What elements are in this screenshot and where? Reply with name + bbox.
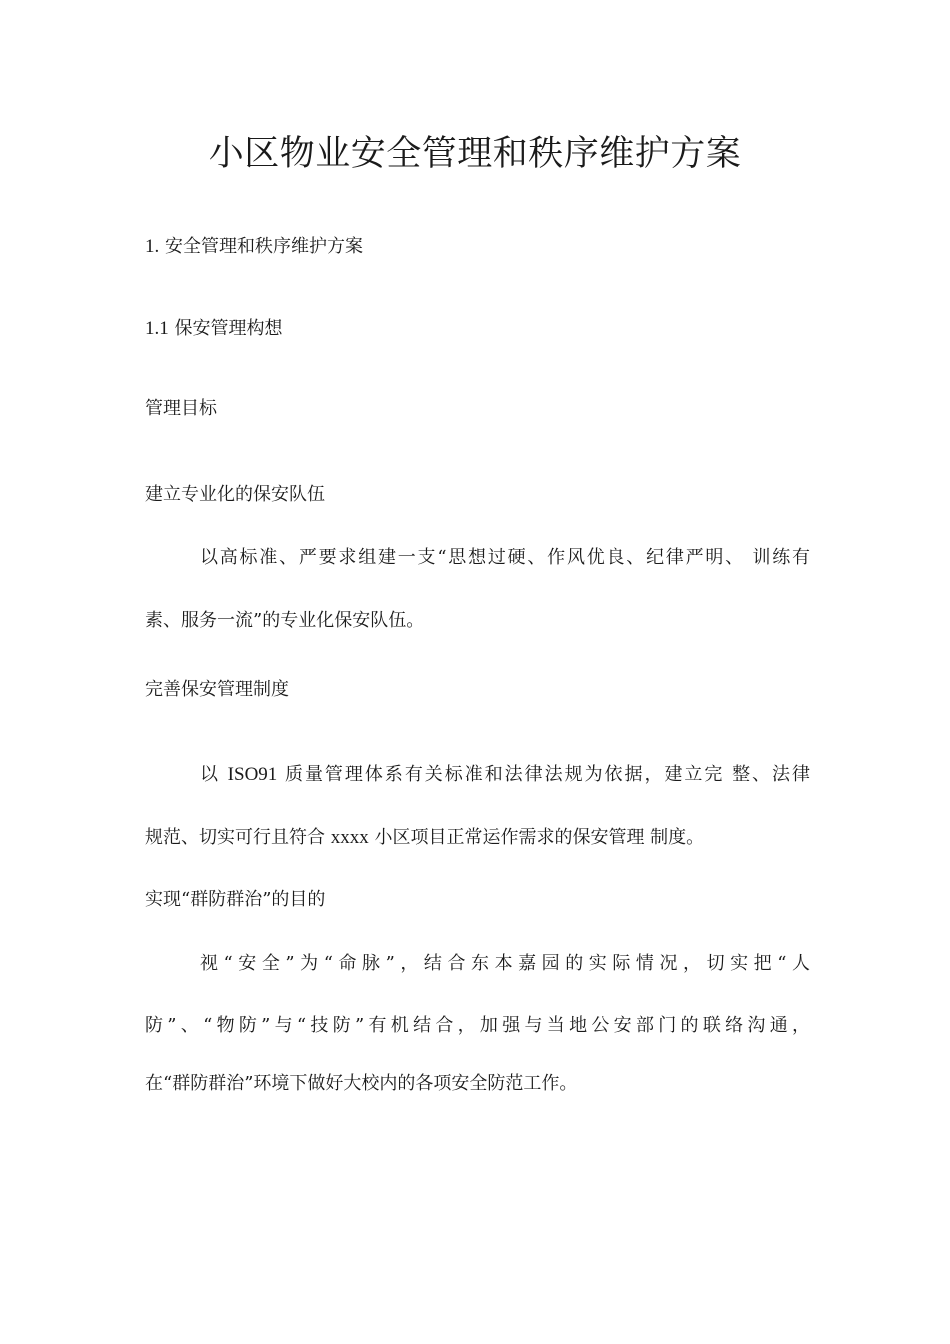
paragraph-line: [145, 761, 810, 789]
heading-1-text: 安全管理和秩序维护方案: [159, 236, 363, 257]
text-run: 规范、切实可行且符合: [145, 827, 331, 848]
heading-1-number: 1.: [145, 236, 160, 257]
text-run: 以: [200, 764, 228, 785]
paragraph-line: 视“安全”为“命脉”，结合东本嘉园的实际情况，切实把“人: [200, 953, 810, 974]
paragraph-line: 防”、“物防”与“技防”有机结合，加强与当地公安部门的联络沟通，: [145, 1015, 810, 1036]
paragraph-professional-team: [145, 544, 810, 635]
heading-1: [145, 233, 810, 261]
paragraph-management-system: [145, 761, 810, 852]
document-title: 小区物业安全管理和秩序维护方案: [208, 134, 742, 174]
heading-1-1-text: 保安管理构想: [168, 318, 283, 339]
text-run: 小区项目正常运作需求的保安管理 制度。: [368, 827, 705, 848]
heading-professional-team: 建立专业化的保安队伍: [145, 484, 325, 505]
paragraph-line: 素、服务一流”的专业化保安队伍。: [145, 610, 425, 631]
heading-joint-defense: 实现“群防群治”的目的: [145, 889, 326, 910]
paragraph-line: 以高标准、严要求组建一支“思想过硬、作风优良、纪律严明、 训练有: [200, 547, 810, 568]
heading-management-system: 完善保安管理制度: [145, 679, 289, 700]
paragraph-joint-defense: [145, 950, 810, 1098]
paragraph-line: [145, 824, 810, 852]
heading-management-goals: 管理目标: [145, 398, 217, 419]
text-run-xxxx: xxxx: [330, 827, 369, 848]
heading-1-1-number: 1.1: [145, 318, 169, 339]
heading-1-1: [145, 315, 810, 343]
paragraph-line: 在“群防群治”环境下做好大校内的各项安全防范工作。: [145, 1073, 578, 1094]
text-run-iso: ISO91: [227, 764, 278, 785]
text-run: 质量管理体系有关标准和法律法规为依据，建立完 整、法律: [277, 764, 810, 785]
